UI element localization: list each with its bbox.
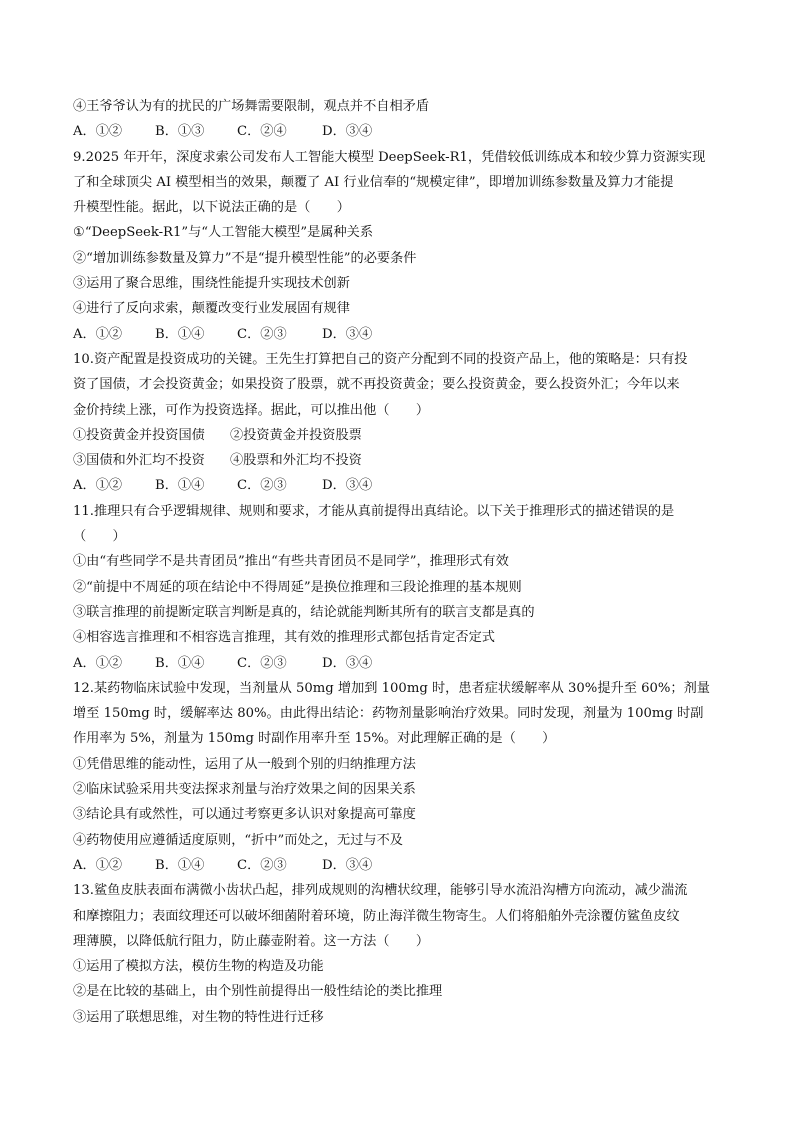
q12-stem-line: 12.某药物临床试验中发现，当剂量从 50mg 增加到 100mg 时，患者症状缓解率从 30%提升至 60%；剂量	[73, 680, 710, 696]
q11-stem-line: 11.推理只有合乎逻辑规律、规则和要求，才能从真前提得出真结论。以下关于推理形式的描述错误的是	[73, 503, 675, 519]
q10-option-c[interactable]: C．②③	[237, 478, 287, 494]
q8-option-c[interactable]: C．②④	[237, 124, 287, 140]
q10-statement-4: ④股票和外汇均不投资	[230, 453, 362, 469]
q10-option-b[interactable]: B．①④	[155, 478, 205, 494]
q13-statement-2: ②是在比较的基础上，由个别性前提得出一般性结论的类比推理	[73, 984, 443, 1000]
q9-statement-1: ①“DeepSeek-R1”与“人工智能大模型”是属种关系	[73, 225, 374, 241]
q10-statement-3: ③国债和外汇均不投资	[73, 453, 205, 469]
q9-statement-4: ④进行了反向求索，颠覆改变行业发展固有规律	[73, 301, 350, 317]
q11-options	[73, 651, 723, 676]
q9-options	[73, 322, 723, 347]
q12-option-d[interactable]: D．③④	[322, 857, 373, 873]
q8-option-b[interactable]: B．①③	[155, 124, 205, 140]
q10-option-a[interactable]: A．①②	[73, 478, 123, 494]
q12-statement-2: ②临床试验采用共变法探求剂量与治疗效果之间的因果关系	[73, 782, 416, 798]
q10-statement-2: ②投资黄金并投资股票	[230, 427, 362, 443]
q11-option-c[interactable]: C．②③	[237, 655, 287, 671]
q12-statement-4: ④药物使用应遵循适度原则，“折中”而处之，无过与不及	[73, 832, 403, 848]
q13-stem-line: 理薄膜，以降低航行阻力，防止藤壶附着。这一方法（ ）	[73, 933, 430, 949]
q10-stem-line: 金价持续上涨，可作为投资选择。据此，可以推出他（ ）	[73, 402, 430, 418]
q9-option-a[interactable]: A．①②	[73, 326, 123, 342]
q13-statement-1: ①运用了模拟方法，模仿生物的构造及功能	[73, 959, 324, 975]
q12-option-a[interactable]: A．①②	[73, 857, 123, 873]
q8-statement-4: ④王爷爷认为有的扰民的广场舞需要限制，观点并不自相矛盾	[73, 99, 430, 114]
q11-statement-1: ①由“有些同学不是共青团员”推出“有些共青团员不是同学”，推理形式有效	[73, 554, 509, 570]
q11-stem-line: （ ）	[73, 529, 126, 545]
q10-stem-line: 资了国债，才会投资黄金；如果投资了股票，就不再投资黄金；要么投资黄金，要么投资外汇；今年以来	[73, 377, 680, 393]
q11-statement-2: ②“前提中不周延的项在结论中不得周延”是换位推理和三段论推理的基本规则	[73, 579, 522, 595]
q12-option-b[interactable]: B．①④	[155, 857, 205, 873]
q11-option-a[interactable]: A．①②	[73, 655, 123, 671]
q8-option-d[interactable]: D．③④	[322, 124, 373, 140]
q10-statements-row	[73, 423, 723, 448]
q12-statement-1: ①凭借思维的能动性，运用了从一般到个别的归纳推理方法	[73, 756, 416, 772]
q9-option-b[interactable]: B．①④	[155, 326, 205, 342]
q9-option-c[interactable]: C．②③	[237, 326, 287, 342]
q13-statement-3: ③运用了联想思维，对生物的特性进行迁移	[73, 1009, 324, 1025]
q12-statement-3: ③结论具有或然性，可以通过考察更多认识对象提高可靠度	[73, 807, 416, 823]
q12-options	[73, 853, 723, 878]
q10-statement-1: ①投资黄金并投资国债	[73, 427, 205, 443]
q11-statement-3: ③联言推理的前提断定联言判断是真的，结论就能判断其所有的联言支都是真的	[73, 604, 535, 620]
q9-stem-line: 升模型性能。据此，以下说法正确的是（ ）	[73, 200, 350, 216]
q13-stem-line: 和摩擦阻力；表面纹理还可以破坏细菌附着环境，防止海洋微生物寄生。人们将船舶外壳涂覆仿鲨鱼皮纹	[73, 908, 680, 924]
q9-statement-2: ②“增加训练参数量及算力”不是“提升模型性能”的必要条件	[73, 250, 417, 266]
q13-stem-line: 13.鲨鱼皮肤表面布满微小齿状凸起，排列成规则的沟槽状纹理，能够引导水流沿沟槽方向流动，减少湍流	[73, 883, 688, 899]
page-content	[73, 94, 723, 1030]
q9-option-d[interactable]: D．③④	[322, 326, 373, 342]
q10-stem-line: 10.资产配置是投资成功的关键。王先生打算把自己的资产分配到不同的投资产品上，他的策略是：只有投	[73, 351, 688, 367]
q8-option-a[interactable]: A．①②	[73, 124, 123, 140]
q11-statement-4: ④相容选言推理和不相容选言推理，其有效的推理形式都包括肯定否定式	[73, 630, 495, 646]
q9-stem-line: 9.2025 年开年，深度求索公司发布人工智能大模型 DeepSeek-R1，凭借较低训练成本和较少算力资源实现	[73, 149, 706, 165]
q12-stem-line: 增至 150mg 时，缓解率达 80%。由此得出结论：药物剂量影响治疗效果。同时发现，剂量为 100mg 时副	[73, 706, 704, 722]
q9-statement-3: ③运用了聚合思维，围绕性能提升实现技术创新	[73, 276, 350, 292]
q10-options	[73, 473, 723, 498]
q12-option-c[interactable]: C．②③	[237, 857, 287, 873]
q8-options	[73, 119, 723, 144]
q10-statements-row	[73, 448, 723, 473]
q9-stem-line: 了和全球顶尖 AI 模型相当的效果，颠覆了 AI 行业信奉的“规模定律”，即增加训练参数量及算力才能提	[73, 174, 674, 190]
q10-option-d[interactable]: D．③④	[322, 478, 373, 494]
q11-option-d[interactable]: D．③④	[322, 655, 373, 671]
q12-stem-line: 作用率为 5%，剂量为 150mg 时副作用率升至 15%。对此理解正确的是（ ）	[73, 731, 556, 747]
q11-option-b[interactable]: B．①④	[155, 655, 205, 671]
